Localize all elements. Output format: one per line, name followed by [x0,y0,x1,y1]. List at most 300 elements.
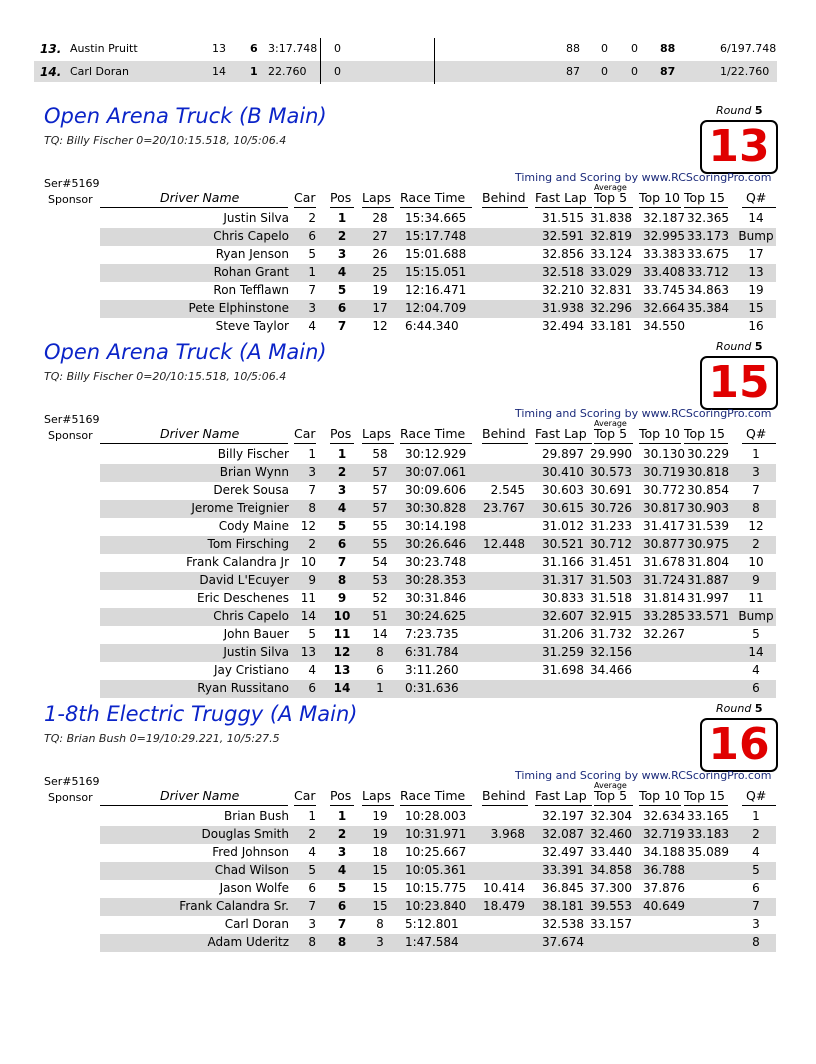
car-number: 11 [300,591,316,605]
finish-position: 3 [337,845,347,859]
qualifying-position: 1 [752,809,760,823]
header-q-number: Q# [746,190,767,205]
race-time: 7:23.735 [405,627,459,641]
fast-lap: 30.603 [542,483,584,497]
header-race-time: Race Time [400,788,466,803]
fast-lap: 31.317 [542,573,584,587]
finish-position: 4 [337,501,347,515]
table-row [0,898,816,916]
finish-position: 10 [333,609,351,623]
top-10-average: 31.814 [643,591,685,605]
car-number: 4 [308,845,316,859]
header-underline [594,207,633,208]
top-5-average: 34.858 [590,863,632,877]
fast-lap: 32.856 [542,247,584,261]
top-5-average: 32.460 [590,827,632,841]
table-row [0,318,816,336]
serial-number: Ser#5169 [44,413,100,426]
average-label: Average [594,419,627,428]
header-laps: Laps [362,190,392,205]
fast-lap: 33.391 [542,863,584,877]
car-number: 7 [308,899,316,913]
section-title: 1-8th Electric Truggy (A Main) [44,702,358,726]
top-5-average: 33.029 [590,265,632,279]
qualifying-position: 16 [748,319,764,333]
driver-name: Cody Maine [218,519,289,533]
qualifying-position: Bump [738,609,774,623]
race-time: 30:24.625 [405,609,467,623]
finish-position: 8 [337,935,347,949]
driver-name: Eric Deschenes [197,591,289,605]
table-row [0,572,816,590]
fast-lap: 30.615 [542,501,584,515]
finish-position: 2 [337,229,347,243]
top-15-average: 30.903 [687,501,729,515]
race-time: 12:16.471 [405,283,467,297]
driver-name: Jason Wolfe [219,881,289,895]
race-time: 30:28.353 [405,573,467,587]
finish-position: 5 [337,881,347,895]
round-number: 5 [754,702,763,715]
average-label: Average [594,183,627,192]
top-15-average: 33.165 [687,809,729,823]
table-row [0,464,816,482]
table-row [0,536,816,554]
race-time: 15:01.688 [405,247,467,261]
qualifying-position: 7 [752,899,760,913]
top-10-average: 30.719 [643,465,685,479]
header-pos: Pos [330,190,352,205]
table-row [0,662,816,680]
header-underline [594,443,633,444]
laps-count: 57 [372,501,388,515]
top-10-average: 31.724 [643,573,685,587]
header-underline [482,805,528,806]
top-10-average: 30.817 [643,501,685,515]
finish-position: 3 [337,483,347,497]
previous-position: 13. [40,42,62,56]
top-5-average: 30.712 [590,537,632,551]
fast-lap: 32.210 [542,283,584,297]
driver-name: Billy Fischer [217,447,289,461]
top-15-average: 31.997 [687,591,729,605]
qualifying-position: 9 [752,573,760,587]
laps-count: 53 [372,573,388,587]
top-5-average: 34.466 [590,663,632,677]
column-divider [434,38,435,84]
behind-time: 23.767 [483,501,525,515]
top-15-average: 31.539 [687,519,729,533]
top-10-average: 33.745 [643,283,685,297]
finish-position: 13 [333,663,351,677]
header-q-number: Q# [746,788,767,803]
car-number: 8 [308,501,316,515]
driver-name: Justin Silva [223,645,289,659]
race-time: 30:31.846 [405,591,467,605]
laps-count: 27 [372,229,388,243]
top-5-average: 31.732 [590,627,632,641]
car-number: 3 [308,301,316,315]
top-15-average: 33.571 [687,609,729,623]
qualifying-position: 7 [752,483,760,497]
top-5-average: 33.124 [590,247,632,261]
table-row [0,554,816,572]
top-5-average: 32.156 [590,645,632,659]
table-row [0,808,816,826]
column-divider [320,38,321,84]
table-row [0,264,816,282]
round-number: 5 [754,104,763,117]
car-number: 6 [308,229,316,243]
header-underline [742,443,776,444]
header-car: Car [294,788,316,803]
finish-position: 7 [337,917,347,931]
car-number: 3 [308,917,316,931]
header-top-5: Top 5 [594,788,628,803]
qualifying-position: 13 [748,265,764,279]
behind-time: 18.479 [483,899,525,913]
top-15-average: 30.854 [687,483,729,497]
previous-tq: 6/197.748 [720,42,777,55]
top-5-average: 29.990 [590,447,632,461]
car-number: 2 [308,827,316,841]
header-underline [400,805,472,806]
race-time: 12:04.709 [405,301,467,315]
previous-result-row [34,38,777,59]
tq-line: TQ: Billy Fischer 0=20/10:15.518, 10/5:06.4 [44,134,287,147]
driver-name: Chris Capelo [213,229,289,243]
header-laps: Laps [362,426,392,441]
serial-number: Ser#5169 [44,775,100,788]
top-15-average: 31.804 [687,555,729,569]
header-underline [362,805,394,806]
table-row [0,826,816,844]
previous-bonus-1: 0 [601,42,608,55]
fast-lap: 38.181 [542,899,584,913]
top-10-average: 32.267 [643,627,685,641]
table-row [0,210,816,228]
top-10-average: 31.678 [643,555,685,569]
top-15-average: 32.365 [687,211,729,225]
header-top-5: Top 5 [594,426,628,441]
car-number: 12 [300,519,316,533]
header-pos: Pos [330,426,352,441]
previous-position: 14. [40,65,62,79]
driver-name: Carl Doran [224,917,289,931]
race-section [0,340,816,702]
top-10-average: 36.788 [643,863,685,877]
finish-position: 2 [337,465,347,479]
section-title: Open Arena Truck (B Main) [44,104,327,128]
timing-credit: Timing and Scoring by www.RCScoringPro.com [515,769,772,782]
previous-laps: 6 [250,42,258,55]
top-15-average: 30.818 [687,465,729,479]
fast-lap: 32.518 [542,265,584,279]
qualifying-position: 2 [752,827,760,841]
qualifying-position: 4 [752,845,760,859]
fast-lap: 31.515 [542,211,584,225]
race-time: 6:31.784 [405,645,459,659]
car-number: 5 [308,247,316,261]
round-label [716,702,762,715]
laps-count: 1 [376,681,384,695]
race-time: 3:11.260 [405,663,459,677]
finish-position: 5 [337,519,347,533]
table-row [0,500,816,518]
race-time: 15:34.665 [405,211,467,225]
round-label [716,104,762,117]
table-row [0,282,816,300]
finish-position: 6 [337,537,347,551]
header-underline [362,207,394,208]
top-10-average: 33.408 [643,265,685,279]
race-time: 1:47.584 [405,935,459,949]
header-race-time: Race Time [400,190,466,205]
table-row [0,916,816,934]
race-time: 30:26.646 [405,537,467,551]
heat-number-badge: 16 [700,718,778,772]
section-title: Open Arena Truck (A Main) [44,340,327,364]
header-underline [400,443,472,444]
car-number: 14 [300,609,316,623]
top-10-average: 30.772 [643,483,685,497]
race-time: 30:09.606 [405,483,467,497]
race-time: 10:25.667 [405,845,467,859]
fast-lap: 31.698 [542,663,584,677]
tq-line: TQ: Brian Bush 0=19/10:29.221, 10/5:27.5 [44,732,280,745]
header-top-15: Top 15 [684,190,725,205]
sponsor-header: Sponsor [48,193,93,206]
finish-position: 1 [337,211,347,225]
top-10-average: 33.383 [643,247,685,261]
top-5-average: 31.503 [590,573,632,587]
driver-name: Brian Bush [224,809,289,823]
previous-total: 87 [660,65,676,78]
top-10-average: 30.130 [643,447,685,461]
laps-count: 55 [372,537,388,551]
table-row [0,934,816,952]
race-time: 30:14.198 [405,519,467,533]
fast-lap: 32.197 [542,809,584,823]
header-fast-lap: Fast Lap [535,190,587,205]
round-text: Round [716,340,752,353]
header-driver-name: Driver Name [160,788,240,803]
top-10-average: 32.634 [643,809,685,823]
qualifying-position: 3 [752,465,760,479]
average-label: Average [594,781,627,790]
fast-lap: 32.607 [542,609,584,623]
header-fast-lap: Fast Lap [535,426,587,441]
laps-count: 25 [372,265,388,279]
header-race-time: Race Time [400,426,466,441]
fast-lap: 29.897 [542,447,584,461]
qualifying-position: 1 [752,447,760,461]
header-underline [294,207,316,208]
table-row [0,300,816,318]
qualifying-position: 12 [748,519,764,533]
previous-driver-name: Austin Pruitt [70,42,138,55]
car-number: 5 [308,627,316,641]
laps-count: 15 [372,899,388,913]
top-5-average: 31.838 [590,211,632,225]
driver-name: Rohan Grant [213,265,289,279]
finish-position: 8 [337,573,347,587]
top-15-average: 30.975 [687,537,729,551]
fast-lap: 32.591 [542,229,584,243]
qualifying-position: 14 [748,211,764,225]
top-5-average: 33.181 [590,319,632,333]
previous-laps: 1 [250,65,258,78]
table-row [0,228,816,246]
header-underline [100,207,288,208]
driver-name: Frank Calandra Jr [186,555,289,569]
header-top-10: Top 10 [639,788,680,803]
previous-tq: 1/22.760 [720,65,770,78]
top-10-average: 37.876 [643,881,685,895]
laps-count: 12 [372,319,388,333]
heat-number-badge: 15 [700,356,778,410]
race-time: 10:05.361 [405,863,467,877]
top-5-average: 30.726 [590,501,632,515]
header-laps: Laps [362,788,392,803]
header-car: Car [294,190,316,205]
finish-position: 4 [337,863,347,877]
header-top-10: Top 10 [639,426,680,441]
car-number: 4 [308,663,316,677]
qualifying-position: 6 [752,881,760,895]
race-time: 10:15.775 [405,881,467,895]
driver-name: Pete Elphinstone [188,301,289,315]
top-5-average: 33.440 [590,845,632,859]
fast-lap: 31.259 [542,645,584,659]
fast-lap: 32.538 [542,917,584,931]
header-underline [535,207,592,208]
top-10-average: 32.719 [643,827,685,841]
finish-position: 3 [337,247,347,261]
top-5-average: 33.157 [590,917,632,931]
header-underline [535,443,592,444]
car-number: 6 [308,881,316,895]
fast-lap: 30.521 [542,537,584,551]
table-row [0,844,816,862]
car-number: 7 [308,283,316,297]
driver-name: Fred Johnson [212,845,289,859]
previous-car: 14 [212,65,226,78]
header-fast-lap: Fast Lap [535,788,587,803]
laps-count: 58 [372,447,388,461]
car-number: 9 [308,573,316,587]
top-15-average: 33.712 [687,265,729,279]
driver-name: Jerome Treignier [191,501,289,515]
finish-position: 11 [333,627,351,641]
top-10-average: 33.285 [643,609,685,623]
header-pos: Pos [330,788,352,803]
driver-name: Steve Taylor [215,319,289,333]
race-time: 5:12.801 [405,917,459,931]
previous-points: 88 [566,42,580,55]
header-underline [684,805,728,806]
top-5-average: 32.915 [590,609,632,623]
driver-name: Douglas Smith [201,827,289,841]
car-number: 13 [300,645,316,659]
race-time: 10:28.003 [405,809,467,823]
top-5-average: 32.296 [590,301,632,315]
driver-name: Derek Sousa [213,483,289,497]
header-underline [482,443,528,444]
table-row [0,482,816,500]
race-time: 30:30.828 [405,501,467,515]
finish-position: 5 [337,283,347,297]
qualifying-position: 19 [748,283,764,297]
race-section [0,702,816,1064]
previous-bonus-2: 0 [631,42,638,55]
driver-name: Brian Wynn [219,465,289,479]
round-number: 5 [754,340,763,353]
qualifying-position: Bump [738,229,774,243]
behind-time: 2.545 [490,483,525,497]
qualifying-position: 5 [752,863,760,877]
laps-count: 15 [372,881,388,895]
laps-count: 8 [376,645,384,659]
laps-count: 8 [376,917,384,931]
header-underline [294,443,316,444]
fast-lap: 31.012 [542,519,584,533]
header-car: Car [294,426,316,441]
laps-count: 19 [372,827,388,841]
top-5-average: 32.304 [590,809,632,823]
top-15-average: 35.089 [687,845,729,859]
fast-lap: 31.938 [542,301,584,315]
car-number: 6 [308,681,316,695]
previous-behind: 0 [334,42,341,55]
finish-position: 4 [337,265,347,279]
header-underline [100,443,288,444]
driver-name: Adam Uderitz [207,935,289,949]
header-top-15: Top 15 [684,426,725,441]
driver-name: David L'Ecuyer [199,573,289,587]
race-time: 0:31.636 [405,681,459,695]
previous-total: 88 [660,42,676,55]
race-time: 10:31.971 [405,827,467,841]
laps-count: 54 [372,555,388,569]
header-driver-name: Driver Name [160,190,240,205]
top-10-average: 32.995 [643,229,685,243]
table-row [0,862,816,880]
qualifying-position: 10 [748,555,764,569]
car-number: 1 [308,809,316,823]
header-underline [639,443,681,444]
finish-position: 14 [333,681,351,695]
header-underline [100,805,288,806]
previous-car: 13 [212,42,226,55]
top-10-average: 30.877 [643,537,685,551]
table-row [0,590,816,608]
header-behind: Behind [482,788,526,803]
top-15-average: 31.887 [687,573,729,587]
header-underline [482,207,528,208]
top-15-average: 35.384 [687,301,729,315]
driver-name: Frank Calandra Sr. [179,899,289,913]
laps-count: 19 [372,283,388,297]
header-underline [684,207,728,208]
laps-count: 14 [372,627,388,641]
previous-points: 87 [566,65,580,78]
car-number: 2 [308,211,316,225]
header-behind: Behind [482,426,526,441]
finish-position: 1 [337,447,347,461]
car-number: 10 [300,555,316,569]
header-underline [400,207,472,208]
